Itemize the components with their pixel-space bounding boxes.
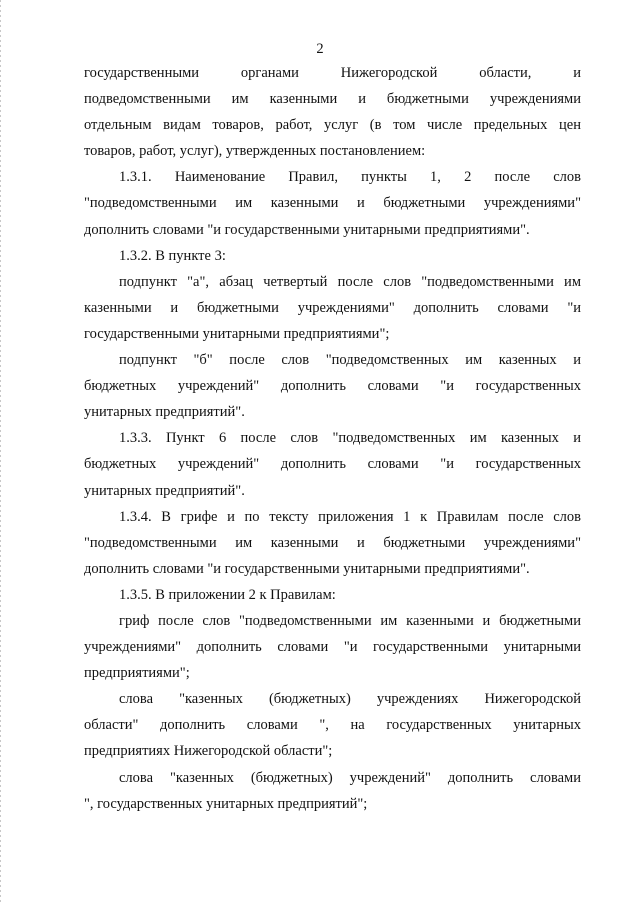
text-line: бюджетных учреждений" дополнить словами "и государственных xyxy=(84,378,581,395)
paragraph-subpoint-b xyxy=(84,347,581,425)
text-line: 1.3.5. В приложении 2 к Правилам: xyxy=(119,586,336,603)
text-line: 1.3.4. В грифе и по тексту приложения 1 к Правилам после слов xyxy=(119,508,581,525)
document-body xyxy=(84,60,581,817)
text-line: подпункт "а", абзац четвертый после слов "подведомственными им xyxy=(119,273,581,290)
text-line: дополнить словами "и государственными унитарными предприятиями". xyxy=(84,560,530,577)
paragraph-1-3-3 xyxy=(84,425,581,503)
paragraph-grif xyxy=(84,608,581,686)
page-number: 2 xyxy=(316,41,324,57)
text-line: гриф после слов "подведомственными им казенными и бюджетными xyxy=(119,612,581,629)
text-line: области" дополнить словами ", на государственных унитарных xyxy=(84,717,581,734)
text-line: ", государственных унитарных предприятий"; xyxy=(84,795,368,812)
scan-margin-mark xyxy=(0,0,1,905)
text-line: слова "казенных (бюджетных) учреждениях Нижегородской xyxy=(119,691,581,708)
paragraph-1-3-2 xyxy=(84,243,581,269)
text-line: 1.3.1. Наименование Правил, пункты 1, 2 после слов xyxy=(119,169,581,186)
paragraph-1-3-1 xyxy=(84,164,581,242)
text-line: бюджетных учреждений" дополнить словами "и государственных xyxy=(84,456,581,473)
paragraph-intro-continuation xyxy=(84,60,581,164)
paragraph-words-institutions xyxy=(84,686,581,764)
text-line: учреждениями" дополнить словами "и государственными унитарными xyxy=(84,639,581,656)
text-line: казенными и бюджетными учреждениями" дополнить словами "и xyxy=(84,299,581,316)
text-line: государственными органами Нижегородской области, и xyxy=(84,65,581,81)
text-line: 1.3.3. Пункт 6 после слов "подведомственных им казенных и xyxy=(119,430,581,447)
text-line: слова "казенных (бюджетных) учреждений" дополнить словами xyxy=(119,769,581,786)
text-line: предприятиями"; xyxy=(84,665,190,682)
text-line: 1.3.2. В пункте 3: xyxy=(119,247,226,264)
paragraph-subpoint-a xyxy=(84,269,581,347)
text-line: унитарных предприятий". xyxy=(84,404,245,421)
text-line: предприятиях Нижегородской области"; xyxy=(84,743,333,760)
text-line: товаров, работ, услуг), утвержденных постановлением: xyxy=(84,143,426,160)
text-line: "подведомственными им казенными и бюджетными учреждениями" xyxy=(84,534,581,551)
text-line: "подведомственными им казенными и бюджетными учреждениями" xyxy=(84,195,581,212)
text-line: подведомственными им казенными и бюджетными учреждениями xyxy=(84,91,581,108)
text-line: государственными унитарными предприятиями"; xyxy=(84,325,390,342)
text-line: отдельным видам товаров, работ, услуг (в том числе предельных цен xyxy=(84,117,581,134)
text-line: унитарных предприятий". xyxy=(84,482,245,499)
paragraph-1-3-5 xyxy=(84,582,581,608)
text-line: дополнить словами "и государственными унитарными предприятиями". xyxy=(84,221,530,238)
paragraph-1-3-4 xyxy=(84,504,581,582)
paragraph-words-institutions-2 xyxy=(84,765,581,817)
text-line: подпункт "б" после слов "подведомственных им казенных и xyxy=(119,352,581,369)
